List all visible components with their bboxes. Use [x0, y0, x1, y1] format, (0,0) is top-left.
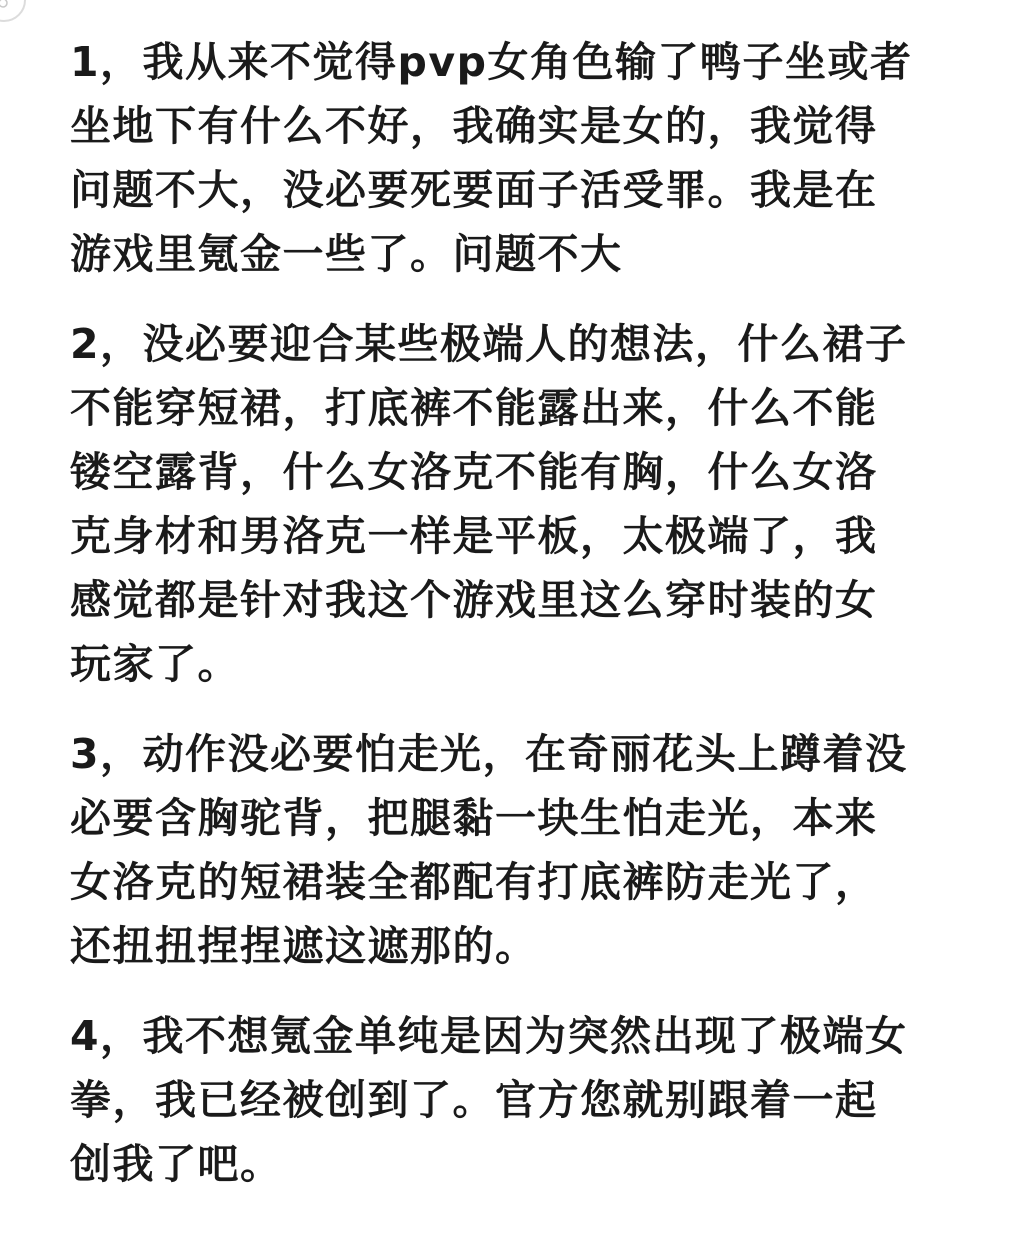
text-line: 3，动作没必要怕走光，在奇丽花头上蹲着没: [70, 730, 908, 778]
text-line: 女洛克的短裙装全都配有打底裤防走光了，: [70, 858, 878, 906]
paragraph-4: [70, 1004, 1005, 1196]
text-line: 克身材和男洛克一样是平板，太极端了，我: [70, 512, 878, 560]
text-line: 4，我不想氪金单纯是因为突然出现了极端女: [70, 1012, 908, 1060]
post-content: [70, 30, 1005, 1196]
text-line: 必要含胸驼背，把腿黏一块生怕走光，本来: [70, 794, 878, 842]
text-line: 拳，我已经被创到了。官方您就别跟着一起: [70, 1076, 878, 1124]
paragraph-2: [70, 312, 1005, 696]
text-line: 镂空露背，什么女洛克不能有胸，什么女洛: [70, 448, 878, 496]
text-line: 创我了吧。: [70, 1140, 283, 1188]
text-line: 游戏里氪金一些了。问题不大: [70, 230, 623, 278]
text-line: 坐地下有什么不好，我确实是女的，我觉得: [70, 102, 878, 150]
text-line: 1，我从来不觉得pvp女角色输了鸭子坐或者: [70, 38, 913, 86]
paragraph-1: [70, 30, 1005, 286]
text-line: 问题不大，没必要死要面子活受罪。我是在: [70, 166, 878, 214]
paragraph-3: [70, 722, 1005, 978]
avatar-icon: [0, 0, 26, 22]
text-line: 不能穿短裙，打底裤不能露出来，什么不能: [70, 384, 878, 432]
avatar-icon-glyph: [0, 0, 12, 12]
text-line: 感觉都是针对我这个游戏里这么穿时装的女: [70, 576, 878, 624]
text-line: 2，没必要迎合某些极端人的想法，什么裙子: [70, 320, 908, 368]
text-line: 玩家了。: [70, 640, 240, 688]
text-line: 还扭扭捏捏遮这遮那的。: [70, 922, 538, 970]
